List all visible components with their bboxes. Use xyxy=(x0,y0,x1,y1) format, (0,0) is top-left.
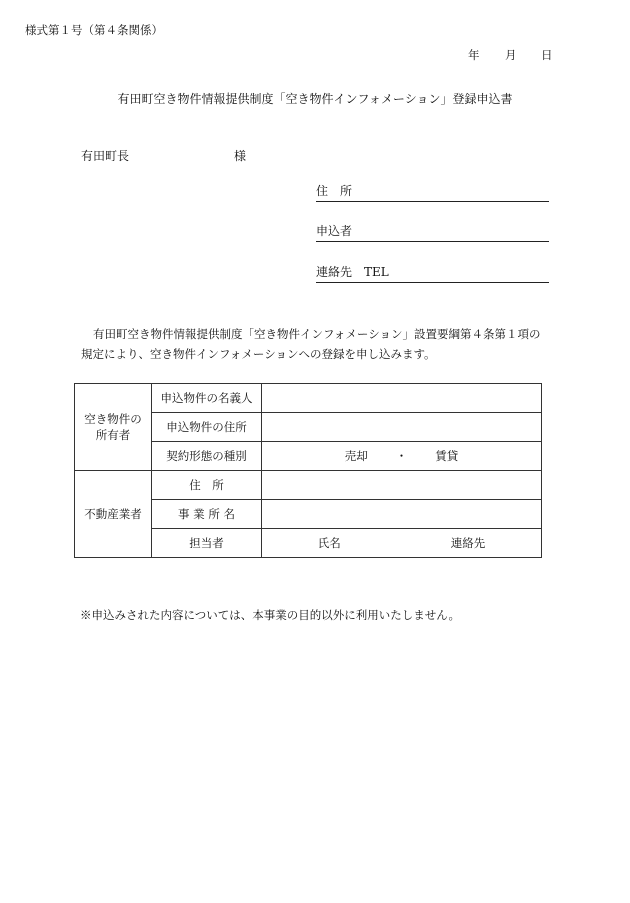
statement-line-1: 有田町空き物件情報提供制度「空き物件インフォメーション」設置要綱第４条第１項の xyxy=(93,327,541,341)
contract-type-label: 契約形態の種別 xyxy=(152,442,262,471)
applicant-contact-field[interactable] xyxy=(316,264,549,283)
document-title: 有田町空き物件情報提供制度「空き物件インフォメーション」登録申込書 xyxy=(117,92,513,106)
office-name-label: 事 業 所 名 xyxy=(152,500,262,529)
statement-line-2: 規定により、空き物件インフォメーションへの登録を申し込みます。 xyxy=(81,347,436,361)
contract-type-choice xyxy=(262,442,542,471)
property-address-input[interactable] xyxy=(262,413,542,442)
applicant-address-field[interactable] xyxy=(316,183,549,202)
applicant-name-field[interactable] xyxy=(316,223,549,242)
person-in-charge-label: 担当者 xyxy=(152,529,262,558)
addressee-name: 有田町長 xyxy=(81,149,130,163)
owner-header-line-1: 空き物件の xyxy=(84,412,142,426)
contract-option-rent[interactable]: 賃貸 xyxy=(435,449,459,463)
table-row xyxy=(75,384,542,413)
person-in-charge-input[interactable] xyxy=(262,529,542,558)
applicant-name-label: 申込者 xyxy=(316,224,353,238)
person-name-label: 氏名 xyxy=(317,536,341,550)
applicant-contact-label: 連絡先 TEL xyxy=(316,265,389,279)
date-day-label: 日 xyxy=(541,48,553,62)
contract-option-sale[interactable]: 売却 xyxy=(344,449,368,463)
application-statement xyxy=(81,324,551,364)
registration-table xyxy=(74,383,542,558)
table-row xyxy=(75,471,542,500)
date-month-label: 月 xyxy=(505,48,517,62)
applicant-address-label: 住 所 xyxy=(316,184,353,198)
office-name-input[interactable] xyxy=(262,500,542,529)
realtor-address-input[interactable] xyxy=(262,471,542,500)
contract-option-separator: ・ xyxy=(395,449,408,463)
privacy-note: ※申込みされた内容については、本事業の目的以外に利用いたしません。 xyxy=(80,608,460,622)
holder-name-label: 申込物件の名義人 xyxy=(152,384,262,413)
date-year-label: 年 xyxy=(468,48,480,62)
owner-section-header xyxy=(75,384,152,471)
addressee-honorific: 様 xyxy=(234,149,247,163)
owner-header-line-2: 所有者 xyxy=(95,428,131,442)
form-number: 様式第１号（第４条関係） xyxy=(25,23,163,37)
property-address-label: 申込物件の住所 xyxy=(152,413,262,442)
realtor-address-label: 住 所 xyxy=(152,471,262,500)
holder-name-input[interactable] xyxy=(262,384,542,413)
realtor-section-header: 不動産業者 xyxy=(75,471,152,558)
person-contact-label: 連絡先 xyxy=(450,536,486,550)
